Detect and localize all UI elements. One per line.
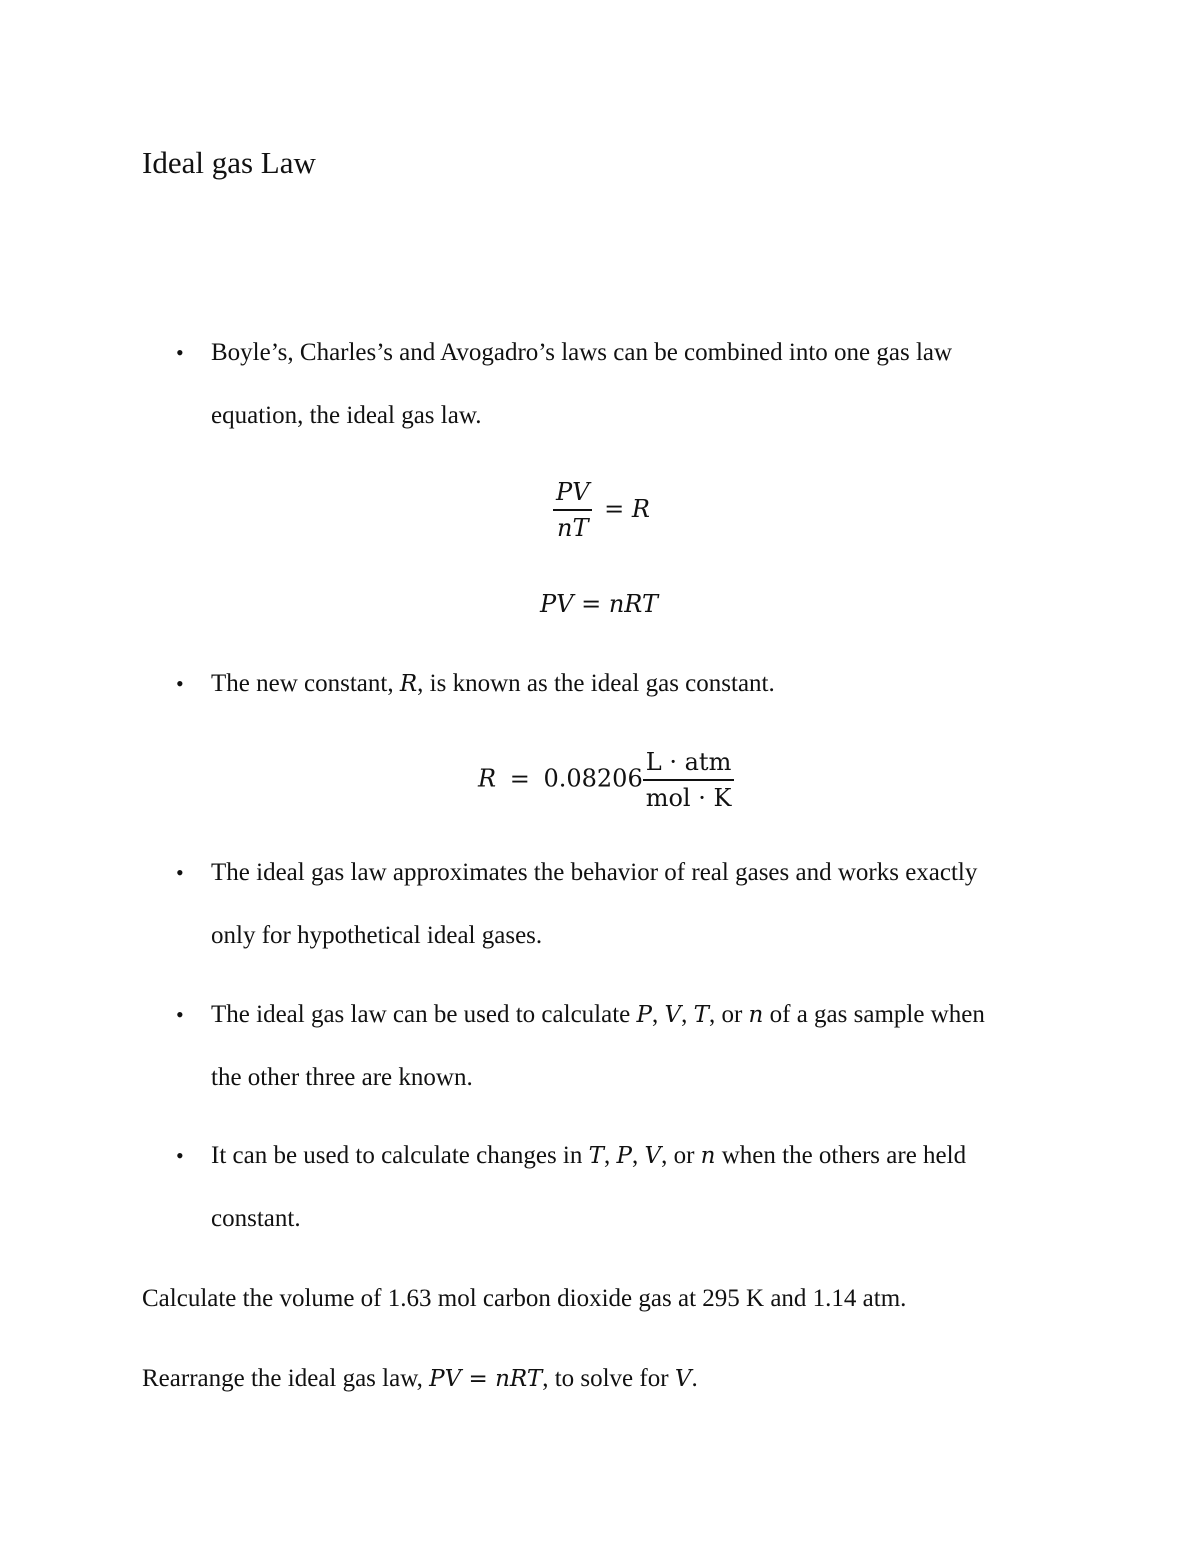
bullet-text-line2: the other three are known. [211,1064,473,1091]
variable-t: T [693,1002,709,1028]
equation-rhs: = R [604,494,650,523]
bullet-text: , [652,1001,665,1028]
problem-statement: Calculate the volume of 1.63 mol carbon dioxide gas at 295 K and 1.14 atm. [142,1285,907,1312]
bullet-text: The ideal gas law can be used to calculate [211,1001,637,1028]
variable-n: n [748,1002,764,1028]
bullet-text-line1: The ideal gas law approximates the behavior of real gases and works exactly [211,859,978,886]
bullet-marker: • [176,340,184,365]
variable-p: P [616,1143,632,1169]
page-title: Ideal gas Law [142,145,316,180]
equation-gas-constant-value [478,745,734,815]
variable-v: V [644,1143,662,1169]
bullet-marker: • [176,1143,184,1168]
equation-equals: = [509,764,530,793]
bullet-text: , or [661,1142,701,1169]
variable-p: P [636,1002,652,1028]
bullet-text: of a gas sample when [763,1001,985,1028]
problem-instruction [142,1364,698,1394]
unit-fraction [643,745,735,815]
equation-ideal-gas-law: PV = nRT [540,590,658,618]
bullet-text: , [631,1142,645,1169]
variable-v: V [664,1002,682,1028]
equation-pv-over-nt [553,475,650,545]
fraction [553,475,592,545]
bullet-text-line2: equation, the ideal gas law. [211,402,482,429]
fraction-numerator: PV [553,475,592,511]
bullet-text: , or [708,1001,749,1028]
bullet-marker: • [176,860,184,885]
bullet-text: , [681,1001,694,1028]
instruction-text: , to solve for [542,1365,675,1392]
variable-v: V [674,1366,692,1392]
bullet-marker: • [176,671,184,696]
variable-n: n [700,1143,716,1169]
bullet-text-line1: Boyle’s, Charles’s and Avogadro’s laws can be combined into one gas law [211,339,953,366]
bullet-text-line2: constant. [211,1205,301,1232]
bullet-text-line1 [211,1141,966,1171]
bullet-text: , is known as the ideal gas constant. [417,670,775,697]
instruction-text: . [691,1365,698,1392]
equation-lhs: R [478,764,497,793]
instruction-text: Rearrange the ideal gas law, [142,1365,430,1392]
bullet-marker: • [176,1002,184,1027]
variable-r: R [399,671,418,697]
bullet-text-line1 [211,669,775,699]
constant-value: 0.08206 [543,764,643,793]
unit-denominator: mol · K [645,784,732,812]
fraction-denominator: nT [557,514,589,542]
bullet-text: , [603,1142,617,1169]
bullet-text-line2: only for hypothetical ideal gases. [211,922,543,949]
bullet-text: It can be used to calculate changes in [211,1142,589,1169]
bullet-text-line1 [211,1000,985,1030]
inline-equation: PV = nRT [429,1366,543,1392]
bullet-text: The new constant, [211,670,400,697]
bullet-text: when the others are held [715,1142,967,1169]
unit-numerator: L · atm [643,745,735,781]
variable-t: T [588,1143,604,1169]
